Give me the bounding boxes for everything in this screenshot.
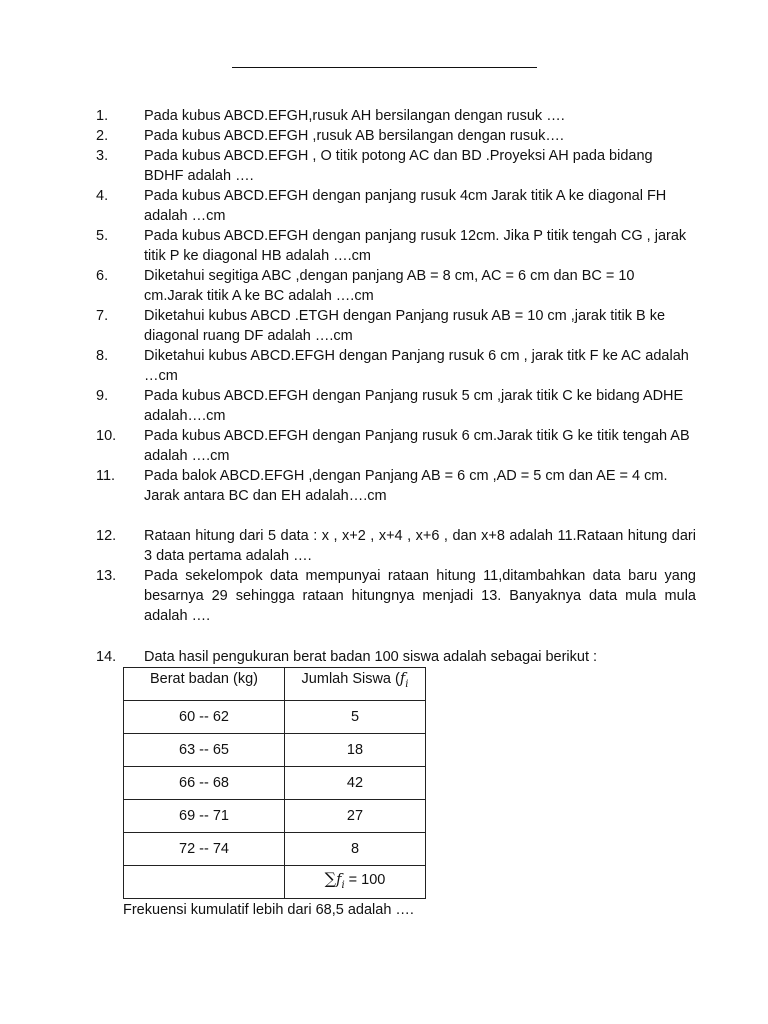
questions-geometry (96, 106, 696, 506)
weight-range-cell: 69 -- 71 (124, 800, 285, 833)
question-number: 12. (96, 528, 117, 544)
question-item (96, 126, 696, 146)
question-item (96, 386, 696, 426)
question-number: 13. (96, 568, 117, 584)
question-text: Diketahui kubus ABCD.EFGH dengan Panjang rusuk 6 cm , jarak titk F ke AC adalah …cm (144, 348, 689, 384)
question-item (96, 306, 696, 346)
question-number: 5. (96, 228, 109, 244)
math-sub-i: i (341, 879, 345, 891)
weight-range-cell: 63 -- 65 (124, 734, 285, 767)
weight-range-cell: 60 -- 62 (124, 701, 285, 734)
question-list (96, 106, 696, 921)
count-cell: 8 (285, 833, 426, 866)
question-number: 7. (96, 308, 109, 324)
question-item (96, 426, 696, 466)
count-cell: 5 (285, 701, 426, 734)
question-text: Pada kubus ABCD.EFGH,rusuk AH bersilangan dengan rusuk …. (144, 108, 565, 124)
weight-range-cell: 72 -- 74 (124, 833, 285, 866)
table-row (124, 833, 426, 866)
question-number: 1. (96, 108, 109, 124)
table-header-row (124, 668, 426, 701)
question-number: 9. (96, 388, 109, 404)
question-text: Rataan hitung dari 5 data : x , x+2 , x+4 , x+6 , dan x+8 adalah 11.Rataan hitung dari 3 data pertama adalah …. (144, 528, 696, 564)
question-text: Pada kubus ABCD.EFGH dengan Panjang rusuk 6 cm.Jarak titik G ke titik tengah AB adalah ….cm (144, 428, 690, 464)
question-text: Pada kubus ABCD.EFGH dengan panjang rusuk 12cm. Jika P titik tengah CG , jarak titik P ke diagonal HB adalah ….cm (144, 228, 687, 264)
question-text: Pada kubus ABCD.EFGH ,rusuk AB bersilangan dengan rusuk…. (144, 128, 564, 144)
top-rule-line (232, 67, 537, 68)
question-number: 4. (96, 188, 109, 204)
question-text: Pada kubus ABCD.EFGH dengan panjang rusuk 4cm Jarak titik A ke diagonal FH adalah …cm (144, 188, 667, 224)
question-text: Pada kubus ABCD.EFGH , O titik potong AC dan BD .Proyeksi AH pada bidang BDHF adalah …. (144, 148, 653, 184)
question-item (96, 226, 696, 266)
table-row (124, 701, 426, 734)
question-text: Pada kubus ABCD.EFGH dengan Panjang rusuk 5 cm ,jarak titik C ke bidang ADHE adalah….cm (144, 388, 684, 424)
question-text: Diketahui segitiga ABC ,dengan panjang AB = 8 cm, AC = 6 cm dan BC = 10 cm.Jarak titik A ke BC adalah ….cm (144, 268, 635, 304)
count-cell: 18 (285, 734, 426, 767)
question-number: 10. (96, 428, 117, 444)
question-item (96, 266, 696, 306)
frequency-table (123, 667, 426, 899)
question-item (96, 186, 696, 226)
question-text: Data hasil pengukuran berat badan 100 siswa adalah sebagai berikut : (144, 649, 598, 665)
count-cell: 42 (285, 767, 426, 800)
header-count: Jumlah Siswa ($f_i$ (285, 668, 426, 701)
math-f: f (399, 671, 406, 687)
question-number: 14. (96, 649, 117, 665)
table-row (124, 734, 426, 767)
question-item (96, 146, 696, 186)
sigma-symbol: ∑ (324, 868, 337, 888)
total-value: = 100 (344, 871, 386, 888)
question-14 (96, 647, 696, 921)
question-number: 11. (96, 468, 116, 484)
question-item (96, 566, 696, 626)
total-cell (285, 866, 426, 899)
question-text: Pada sekelompok data mempunyai rataan hitung 11,ditambahkan data baru yang besarnya 29 sehingga rataan hitungnya menjadi 13. Banyaknya data mula mula adalah …. (144, 568, 696, 624)
weight-range-cell: 66 -- 68 (124, 767, 285, 800)
question-text: Diketahui kubus ABCD .ETGH dengan Panjang rusuk AB = 10 cm ,jarak titik B ke diagonal ruang DF adalah ….cm (144, 308, 666, 344)
header-weight: Berat badan (kg) (124, 668, 285, 701)
question-item (96, 526, 696, 566)
table-row (124, 800, 426, 833)
math-sub-i: i (405, 678, 409, 690)
question-item (96, 466, 696, 506)
table-total-row (124, 866, 426, 899)
question-number: 6. (96, 268, 109, 284)
empty-cell (124, 866, 285, 899)
math-f: f (336, 871, 342, 888)
question-number: 8. (96, 348, 109, 364)
count-cell: 27 (285, 800, 426, 833)
questions-statistics (96, 526, 696, 626)
question-number: 2. (96, 128, 109, 144)
question-item (96, 106, 696, 126)
question-number: 3. (96, 148, 109, 164)
question-text: Pada balok ABCD.EFGH ,dengan Panjang AB = 6 cm ,AD = 5 cm dan AE = 4 cm. Jarak antara BC dan EH adalah….cm (144, 468, 668, 504)
question-item (96, 346, 696, 386)
table-row (124, 767, 426, 800)
followup-question: Frekuensi kumulatif lebih dari 68,5 adalah …. (123, 902, 414, 918)
